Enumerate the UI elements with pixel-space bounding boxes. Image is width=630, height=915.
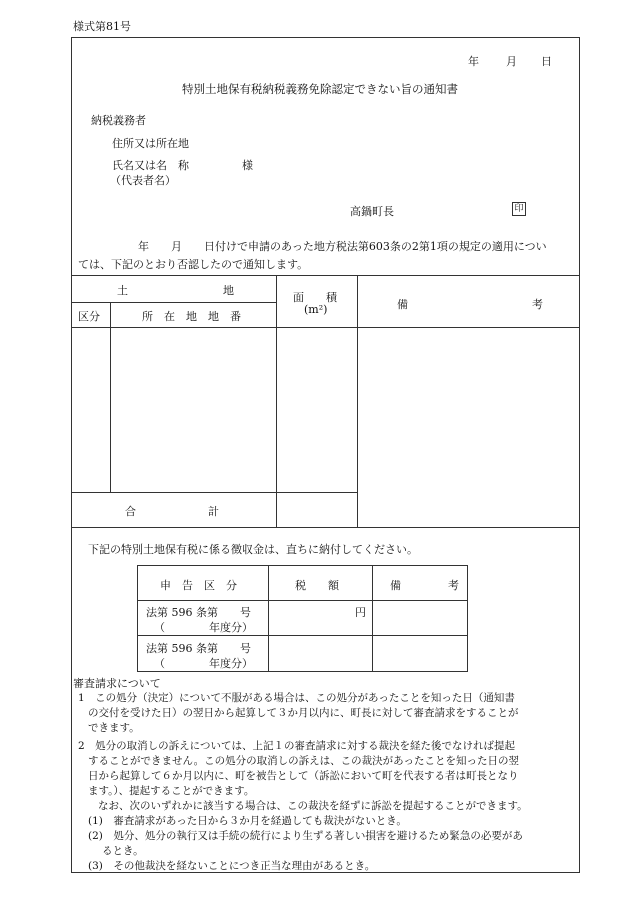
- appeal-item2-line4: ます。）、提起することができます。: [88, 785, 255, 797]
- intro-line-2: ては、下記のとおり否認したので通知します。: [78, 258, 309, 271]
- land-col-divider-3: [357, 275, 358, 527]
- address-label: 住所又は所在地: [112, 137, 189, 150]
- col-area-unit: (m²): [304, 303, 328, 316]
- col-category: 区分: [78, 310, 100, 323]
- tax-row-1-yen: 円: [355, 606, 366, 619]
- payment-notice: 下記の特別土地保有税に係る徴収金は、直ちに納付してください。: [88, 543, 418, 556]
- col-area: 面 積: [293, 291, 337, 304]
- tax-col-divider-1: [268, 565, 269, 671]
- tax-row-1-line-1: 法第 596 条第 号: [146, 606, 251, 619]
- col-remarks-a: 備: [397, 298, 408, 311]
- land-subheader-rule: [71, 302, 276, 303]
- col-remarks-b: 考: [532, 298, 543, 311]
- tax-row-divider: [137, 635, 468, 636]
- col-tax-remarks-a: 備: [390, 579, 401, 592]
- land-header-bottom: [71, 327, 580, 328]
- issuer-title: 高鍋町長: [350, 205, 394, 218]
- appeal-note: なお、次のいずれかに該当する場合は、この裁決を経ずに訴訟を提起することができます。: [98, 800, 528, 812]
- representative-label: （代表者名）: [110, 174, 176, 187]
- appeal-heading: 審査請求について: [73, 677, 161, 690]
- date-year: 年: [468, 55, 479, 68]
- tax-col-left: [137, 565, 138, 671]
- taxpayer-heading: 納税義務者: [91, 114, 146, 127]
- col-declaration: 申 告 区 分: [160, 579, 237, 592]
- land-col-divider-2: [276, 275, 277, 527]
- tax-row-2-line-2: （ 年度分）: [154, 657, 253, 670]
- tax-col-right: [467, 565, 468, 671]
- form-number: 様式第81号: [73, 20, 131, 33]
- total-label-a: 合: [125, 505, 136, 518]
- col-tax-remarks-b: 考: [448, 579, 459, 592]
- appeal-sub1: (1) 審査請求があった日から３か月を経過しても裁決がないとき。: [88, 815, 407, 827]
- appeal-item2-line3: 日から起算して６か月以内に、町を被告として（訴訟において町を代表する者は町長となり: [88, 770, 519, 782]
- appeal-sub2-line2: るとき。: [102, 845, 144, 857]
- tax-col-divider-2: [372, 565, 373, 671]
- land-table-top: [71, 275, 580, 276]
- date-day: 日: [541, 55, 552, 68]
- appeal-item1-line1: 1 この処分（決定）について不服がある場合は、この処分があったことを知った日（通知書: [78, 692, 515, 704]
- total-label-b: 計: [208, 505, 219, 518]
- land-header-a: 土: [117, 284, 128, 297]
- appeal-item1-line2: の交付を受けた日）の翌日から起算して３か月以内に、町長に対して審査請求をすることが: [88, 707, 519, 719]
- land-col-divider-1: [110, 302, 111, 492]
- appeal-item1-line3: できます。: [88, 722, 140, 734]
- col-location: 所 在 地 地 番: [142, 310, 241, 323]
- tax-header-bottom: [137, 600, 468, 601]
- document-title: 特別土地保有税納税義務免除認定できない旨の通知書: [182, 82, 458, 96]
- appeal-item2-line1: 2 処分の取消しの訴えについては、上記１の審査請求に対する裁決を経た後でなければ提起: [78, 740, 515, 752]
- appeal-sub2-line1: (2) 処分、処分の執行又は手続の続行により生ずる著しい損害を避けるため緊急の必要があ: [88, 830, 523, 842]
- tax-row-2-line-1: 法第 596 条第 号: [146, 642, 251, 655]
- land-total-top: [71, 492, 357, 493]
- land-header-b: 地: [223, 284, 234, 297]
- appeal-sub3: (3) その他裁決を経ないことにつき正当な理由があるとき。: [88, 860, 376, 872]
- seal-mark: 印: [512, 202, 526, 216]
- tax-table-bottom: [137, 671, 468, 672]
- date-month: 月: [506, 55, 517, 68]
- land-table-bottom: [71, 527, 580, 528]
- tax-row-1-line-2: （ 年度分）: [154, 621, 253, 634]
- intro-line-1: 年 月 日付けで申請のあった地方税法第603条の2第1項の規定の適用につい: [138, 240, 547, 253]
- col-tax: 税 額: [295, 579, 339, 592]
- honorific-sama: 様: [242, 159, 253, 172]
- name-label: 氏名又は名 称: [112, 159, 189, 172]
- appeal-item2-line2: することができません。この処分の取消しの訴えは、この裁決があったことを知った日の翌: [88, 755, 520, 767]
- tax-table-top: [137, 565, 468, 566]
